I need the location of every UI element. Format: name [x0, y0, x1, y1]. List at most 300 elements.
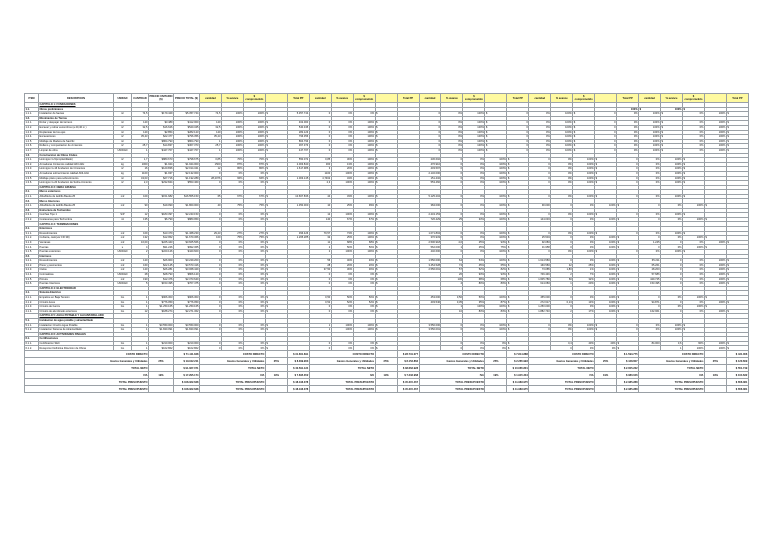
- period-cell[interactable]: 120: [200, 130, 222, 135]
- period-cell[interactable]: 0%: [573, 204, 595, 209]
- period-cell[interactable]: $: [375, 250, 397, 255]
- item-quantity[interactable]: 32,5: [132, 125, 149, 130]
- period-totals-percent[interactable]: [265, 386, 287, 393]
- period-cell[interactable]: 100%: [595, 204, 617, 209]
- period-cell[interactable]: 403.546: [419, 300, 441, 305]
- item-unit-price[interactable]: $22.145: [149, 263, 174, 268]
- period-cell[interactable]: 100%: [221, 121, 243, 126]
- period-cell[interactable]: 1: [200, 139, 222, 144]
- period-cell[interactable]: $: [595, 167, 617, 172]
- period-cell[interactable]: 100%: [353, 250, 375, 255]
- period-cell[interactable]: $: [265, 204, 287, 209]
- period-cell[interactable]: $: [595, 181, 617, 186]
- period-cell[interactable]: $: [375, 148, 397, 153]
- period-cell[interactable]: 0%: [639, 213, 661, 218]
- period-cell[interactable]: 25: [441, 217, 463, 222]
- item-description[interactable]: Moldaje plano para sobrecimiento: [39, 176, 114, 181]
- period-cell[interactable]: 0: [309, 130, 331, 135]
- item-unit[interactable]: GL: [114, 323, 132, 328]
- period-cell[interactable]: 4: [441, 282, 463, 287]
- period-cell[interactable]: $: [726, 112, 748, 117]
- period-cell[interactable]: $: [485, 112, 507, 117]
- period-cell[interactable]: 100%: [661, 176, 683, 181]
- period-cell[interactable]: 56: [309, 259, 331, 264]
- period-cell[interactable]: $: [265, 245, 287, 250]
- period-cell[interactable]: 67%: [243, 194, 265, 199]
- period-cell[interactable]: 0%: [682, 148, 704, 153]
- period-cell[interactable]: 0%: [661, 236, 683, 241]
- period-cell[interactable]: 66%: [221, 176, 243, 181]
- period-cell[interactable]: 25.504: [529, 236, 551, 241]
- item-unit-price[interactable]: $210.000: [149, 341, 174, 346]
- period-cell[interactable]: 52%: [463, 268, 485, 273]
- period-cell[interactable]: 0%: [682, 300, 704, 305]
- period-cell[interactable]: 0%: [529, 130, 551, 135]
- period-cell[interactable]: 0,85: [200, 158, 222, 163]
- period-cell[interactable]: 0%: [573, 245, 595, 250]
- period-cell[interactable]: 46%: [331, 259, 353, 264]
- period-cell[interactable]: 100%: [704, 268, 726, 273]
- item-code[interactable]: 1.2.7.: [25, 148, 39, 153]
- period-cell[interactable]: 4,7462: [309, 176, 331, 181]
- period-cell[interactable]: 0: [200, 268, 222, 273]
- period-cell[interactable]: $: [265, 217, 287, 222]
- period-cell[interactable]: 0%: [331, 305, 353, 310]
- period-cell[interactable]: 100%: [595, 263, 617, 268]
- period-cell[interactable]: 0: [595, 144, 617, 149]
- period-cell[interactable]: 0: [309, 277, 331, 282]
- period-cell[interactable]: $: [375, 194, 397, 199]
- period-cell[interactable]: 30%: [331, 268, 353, 273]
- period-cell[interactable]: 0%: [617, 112, 639, 117]
- period-cell[interactable]: 0%: [639, 250, 661, 255]
- period-cell[interactable]: $: [507, 158, 529, 163]
- period-cell[interactable]: 33%: [463, 217, 485, 222]
- period-cell[interactable]: 100%: [639, 144, 661, 149]
- period-cell[interactable]: 160.583: [529, 263, 551, 268]
- period-cell[interactable]: 0: [309, 282, 331, 287]
- period-cell[interactable]: 100%: [573, 171, 595, 176]
- period-cell[interactable]: $: [661, 121, 683, 126]
- period-cell[interactable]: 100%: [463, 125, 485, 130]
- period-cell[interactable]: 3: [309, 167, 331, 172]
- period-cell[interactable]: 30%: [331, 158, 353, 163]
- period-cell[interactable]: 0: [419, 125, 441, 130]
- item-unit[interactable]: m²: [114, 139, 132, 144]
- item-description[interactable]: Pisos y pavimentos: [39, 263, 114, 268]
- item-unit[interactable]: m³: [114, 167, 132, 172]
- period-cell[interactable]: $: [617, 282, 639, 287]
- period-cell[interactable]: 0: [309, 139, 331, 144]
- item-unit[interactable]: GL: [114, 305, 132, 310]
- period-cell[interactable]: 453.000: [419, 295, 441, 300]
- period-cell[interactable]: 0: [529, 194, 551, 199]
- header-period-3-cantidad[interactable]: cantidad: [419, 94, 441, 103]
- period-cell[interactable]: 476.910: [419, 162, 441, 167]
- period-cell[interactable]: 0%: [441, 144, 463, 149]
- header-period-2-avance[interactable]: % avance: [331, 94, 353, 103]
- period-cell[interactable]: 100%: [595, 295, 617, 300]
- period-cell[interactable]: 0%: [639, 176, 661, 181]
- period-cell[interactable]: 12: [309, 213, 331, 218]
- period-cell[interactable]: 0%: [221, 245, 243, 250]
- period-cell[interactable]: $: [507, 162, 529, 167]
- period-cell[interactable]: 0%: [331, 282, 353, 287]
- item-unit[interactable]: UNIDAD: [114, 148, 132, 153]
- period-cell[interactable]: 1500: [200, 162, 222, 167]
- item-unit-price[interactable]: $906.303: [149, 295, 174, 300]
- item-unit[interactable]: S/P: [114, 213, 132, 218]
- period-cell[interactable]: 35%: [463, 300, 485, 305]
- period-cell[interactable]: 0%: [331, 341, 353, 346]
- period-cell[interactable]: 0: [419, 135, 441, 140]
- period-cell[interactable]: 100%: [485, 236, 507, 241]
- period-cell[interactable]: 0%: [243, 171, 265, 176]
- period-cell[interactable]: 46%: [353, 259, 375, 264]
- period-cell[interactable]: $: [507, 240, 529, 245]
- period-cell[interactable]: $: [265, 130, 287, 135]
- header-period-3-comprometido[interactable]: $ comprometido: [464, 95, 483, 101]
- period-cell[interactable]: 282.123: [287, 130, 309, 135]
- period-cell[interactable]: 75%: [221, 204, 243, 209]
- period-cell[interactable]: 0%: [353, 341, 375, 346]
- period-cell[interactable]: 100%: [573, 167, 595, 172]
- header-descripcion[interactable]: DESCRIPCION: [39, 94, 114, 103]
- period-cell[interactable]: 0: [595, 125, 617, 130]
- item-unit[interactable]: m2: [114, 240, 132, 245]
- item-unit-price[interactable]: $162.862: [149, 346, 174, 351]
- period-cell[interactable]: $: [682, 194, 704, 199]
- period-cell[interactable]: 0%: [243, 259, 265, 264]
- period-cell[interactable]: 100%: [353, 323, 375, 328]
- period-cell[interactable]: $: [507, 213, 529, 218]
- period-cell[interactable]: 553.460: [419, 181, 441, 186]
- item-quantity[interactable]: 4: [132, 245, 149, 250]
- period-cell[interactable]: 0: [507, 125, 529, 130]
- period-cell[interactable]: 0%: [441, 130, 463, 135]
- period-cell[interactable]: $: [375, 282, 397, 287]
- period-cell[interactable]: 0%: [243, 295, 265, 300]
- period-cell[interactable]: 100%: [639, 130, 661, 135]
- period-cell[interactable]: 272.617: [529, 300, 551, 305]
- period-cell[interactable]: 0%: [221, 259, 243, 264]
- totals-percent[interactable]: 25%: [149, 358, 174, 365]
- period-cell[interactable]: 0: [661, 272, 683, 277]
- period-cell[interactable]: $: [265, 139, 287, 144]
- period-cell[interactable]: 0%: [463, 171, 485, 176]
- period-cell[interactable]: 462.000: [287, 121, 309, 126]
- period-cell[interactable]: 0%: [463, 236, 485, 241]
- period-cell[interactable]: 0%: [551, 158, 573, 163]
- period-cell[interactable]: 0%: [551, 167, 573, 172]
- period-cell[interactable]: 0%: [551, 328, 573, 333]
- item-code[interactable]: 1.3.3.: [25, 167, 39, 172]
- item-unit-price[interactable]: $1.250.165: [149, 305, 174, 310]
- item-quantity[interactable]: 160: [132, 263, 149, 268]
- period-cell[interactable]: $: [726, 263, 748, 268]
- period-cell[interactable]: 100%: [485, 171, 507, 176]
- item-unit-price[interactable]: $188.274: [149, 309, 174, 314]
- period-totals-percent[interactable]: [704, 365, 726, 372]
- period-cell[interactable]: 100%: [485, 328, 507, 333]
- period-cell[interactable]: 0%: [485, 346, 507, 351]
- period-cell[interactable]: 562.000: [419, 245, 441, 250]
- period-cell[interactable]: 73.085: [529, 268, 551, 273]
- item-unit-price[interactable]: $776.050: [149, 300, 174, 305]
- period-cell[interactable]: 0%: [243, 282, 265, 287]
- item-unit-price[interactable]: $28.793: [149, 272, 174, 277]
- period-cell[interactable]: 0: [529, 231, 551, 236]
- period-cell[interactable]: $: [375, 204, 397, 209]
- period-cell[interactable]: 2: [551, 272, 573, 277]
- period-cell[interactable]: 0%: [529, 125, 551, 130]
- period-cell[interactable]: 100%: [573, 231, 595, 236]
- item-code[interactable]: 1.3.5.: [25, 176, 39, 181]
- period-cell[interactable]: 0%: [661, 305, 683, 310]
- item-unit[interactable]: m³: [114, 135, 132, 140]
- period-cell[interactable]: 0: [639, 204, 661, 209]
- period-cell[interactable]: 31.958: [529, 245, 551, 250]
- period-cell[interactable]: 0%: [617, 130, 639, 135]
- period-cell[interactable]: 100%: [243, 112, 265, 117]
- item-code[interactable]: 2.3.1.: [25, 213, 39, 218]
- period-cell[interactable]: 0%: [221, 263, 243, 268]
- item-code[interactable]: 2.3.: [25, 208, 39, 213]
- period-cell[interactable]: 65.211: [639, 259, 661, 264]
- period-cell[interactable]: 0%: [551, 171, 573, 176]
- period-cell[interactable]: 0%: [682, 268, 704, 273]
- period-cell[interactable]: 0: [309, 305, 331, 310]
- item-unit-price[interactable]: $16.626: [149, 125, 174, 130]
- period-cell[interactable]: 0%: [441, 112, 463, 117]
- period-cell[interactable]: 100%: [353, 328, 375, 333]
- period-cell[interactable]: 44: [309, 194, 331, 199]
- period-cell[interactable]: 0: [595, 112, 617, 117]
- item-quantity[interactable]: 1: [132, 300, 149, 305]
- item-unit[interactable]: m2: [114, 259, 132, 264]
- header-unidad[interactable]: UNIDAD: [114, 94, 132, 103]
- period-cell[interactable]: 0: [661, 268, 683, 273]
- header-period-4-comprometido[interactable]: $ comprometido: [574, 95, 593, 101]
- period-cell[interactable]: 0: [200, 263, 222, 268]
- period-cell[interactable]: 1.550.000: [419, 259, 441, 264]
- period-cell[interactable]: 1: [551, 282, 573, 287]
- period-cell[interactable]: 0: [419, 148, 441, 153]
- period-cell[interactable]: $: [485, 139, 507, 144]
- period-cell[interactable]: 0%: [221, 250, 243, 255]
- item-unit[interactable]: m³: [114, 158, 132, 163]
- period-cell[interactable]: $: [507, 167, 529, 172]
- period-cell[interactable]: 100%: [661, 158, 683, 163]
- item-quantity[interactable]: 2: [132, 250, 149, 255]
- header-precio-total[interactable]: PRECIO TOTAL ($): [174, 94, 200, 103]
- period-cell[interactable]: 0: [200, 213, 222, 218]
- item-description[interactable]: Movimiento de Tierras: [39, 116, 114, 121]
- item-code[interactable]: 4.1.4.: [25, 309, 39, 314]
- item-unit[interactable]: u: [114, 245, 132, 250]
- item-unit[interactable]: m2: [114, 277, 132, 282]
- item-description[interactable]: CAPITULO 2: OBRA GRUESA: [39, 185, 114, 190]
- item-description[interactable]: CAPITULO 6: ACTIVIDADES FINALES: [39, 332, 114, 337]
- period-cell[interactable]: $: [507, 295, 529, 300]
- period-cell[interactable]: 32%: [573, 277, 595, 282]
- header-period-4-spacer[interactable]: [595, 94, 617, 103]
- period-cell[interactable]: 84.000: [639, 341, 661, 346]
- item-unit-price[interactable]: $225.443: [149, 240, 174, 245]
- period-cell[interactable]: 100%: [661, 250, 683, 255]
- period-cell[interactable]: 75%: [243, 236, 265, 241]
- period-cell[interactable]: $: [265, 272, 287, 277]
- period-cell[interactable]: 100%: [704, 341, 726, 346]
- period-cell[interactable]: 83%: [485, 309, 507, 314]
- period-cell[interactable]: 100%: [353, 231, 375, 236]
- item-code[interactable]: 2.3.2.: [25, 217, 39, 222]
- period-cell[interactable]: $: [375, 240, 397, 245]
- period-cell[interactable]: 100%: [243, 144, 265, 149]
- period-cell[interactable]: 0: [551, 259, 573, 264]
- item-description[interactable]: Moldaje de Madera de Sacrilic: [39, 139, 114, 144]
- period-cell[interactable]: $: [485, 125, 507, 130]
- item-total-price[interactable]: $992.365: [174, 245, 200, 250]
- period-cell[interactable]: 100%: [221, 112, 243, 117]
- item-total-price[interactable]: $2.132.000: [174, 171, 200, 176]
- period-cell[interactable]: $: [375, 176, 397, 181]
- item-quantity[interactable]: 1: [132, 148, 149, 153]
- period-cell[interactable]: 0: [551, 305, 573, 310]
- item-unit-price[interactable]: $19.090: [149, 204, 174, 209]
- period-cell[interactable]: 0: [551, 217, 573, 222]
- item-description[interactable]: Recepcion Definitiva Direccion de Obras: [39, 346, 114, 351]
- period-cell[interactable]: 540.345: [287, 125, 309, 130]
- period-cell[interactable]: 0%: [639, 194, 661, 199]
- period-cell[interactable]: 100%: [704, 112, 726, 117]
- item-quantity[interactable]: 16: [132, 167, 149, 172]
- period-cell[interactable]: $: [704, 217, 726, 222]
- item-description[interactable]: Exteriores: [39, 227, 114, 232]
- period-cell[interactable]: $: [265, 323, 287, 328]
- period-cell[interactable]: 67%: [331, 217, 353, 222]
- period-cell[interactable]: 0%: [221, 323, 243, 328]
- item-total-price[interactable]: $16.555.153: [174, 194, 200, 199]
- period-cell[interactable]: $: [573, 121, 595, 126]
- item-quantity[interactable]: 135: [132, 217, 149, 222]
- period-cell[interactable]: 100%: [704, 240, 726, 245]
- period-cell[interactable]: 0: [595, 139, 617, 144]
- period-cell[interactable]: 0: [595, 148, 617, 153]
- period-cell[interactable]: 0: [529, 328, 551, 333]
- period-cell[interactable]: 0: [661, 309, 683, 314]
- period-cell[interactable]: 2: [309, 250, 331, 255]
- item-total-price[interactable]: $553.460: [174, 181, 200, 186]
- period-cell[interactable]: 52%: [331, 300, 353, 305]
- period-cell[interactable]: 162.961: [639, 309, 661, 314]
- period-totals-percent[interactable]: 19%: [485, 372, 507, 379]
- period-cell[interactable]: 0%: [551, 231, 573, 236]
- period-cell[interactable]: 100%: [353, 181, 375, 186]
- period-cell[interactable]: $: [375, 213, 397, 218]
- period-cell[interactable]: 0%: [221, 217, 243, 222]
- period-cell[interactable]: 0: [639, 217, 661, 222]
- period-cell[interactable]: 100%: [331, 171, 353, 176]
- item-quantity[interactable]: 1: [132, 295, 149, 300]
- period-cell[interactable]: 0: [595, 135, 617, 140]
- period-cell[interactable]: 0: [441, 213, 463, 218]
- item-quantity[interactable]: 1: [132, 346, 149, 351]
- period-cell[interactable]: 1: [309, 328, 331, 333]
- period-cell[interactable]: 0: [529, 213, 551, 218]
- period-cell[interactable]: 130: [441, 277, 463, 282]
- period-cell[interactable]: $: [617, 217, 639, 222]
- period-cell[interactable]: 144.033: [529, 217, 551, 222]
- period-cell[interactable]: 0: [309, 309, 331, 314]
- item-description[interactable]: Interiores: [39, 254, 114, 259]
- period-cell[interactable]: 0: [617, 231, 639, 236]
- period-cell[interactable]: 0: [419, 139, 441, 144]
- period-cell[interactable]: 100%: [353, 144, 375, 149]
- period-cell[interactable]: $: [375, 217, 397, 222]
- item-unit[interactable]: GL: [114, 300, 132, 305]
- period-cell[interactable]: 99%: [353, 204, 375, 209]
- item-unit-price[interactable]: $26.900: [149, 259, 174, 264]
- period-cell[interactable]: 100%: [485, 305, 507, 310]
- period-cell[interactable]: 0%: [595, 346, 617, 351]
- period-cell[interactable]: 100%: [595, 309, 617, 314]
- item-code[interactable]: 3.1.5.: [25, 250, 39, 255]
- period-cell[interactable]: 0: [507, 139, 529, 144]
- period-cell[interactable]: 73%: [331, 231, 353, 236]
- period-cell[interactable]: 0%: [551, 162, 573, 167]
- period-cell[interactable]: 0%: [551, 176, 573, 181]
- item-total-price[interactable]: $864.793: [174, 139, 200, 144]
- period-cell[interactable]: 0%: [485, 341, 507, 346]
- item-description[interactable]: CAPITULO 5: AGUA POTABLE Y ALCANTARILLADO: [39, 314, 114, 319]
- period-cell[interactable]: $: [682, 162, 704, 167]
- period-cell[interactable]: $: [265, 171, 287, 176]
- period-cell[interactable]: 100%: [243, 130, 265, 135]
- period-cell[interactable]: 0%: [331, 272, 353, 277]
- period-cell[interactable]: 0: [529, 167, 551, 172]
- period-cell[interactable]: 1.605.780: [529, 277, 551, 282]
- period-cell[interactable]: 0%: [243, 272, 265, 277]
- period-cell[interactable]: $: [507, 263, 529, 268]
- period-cell[interactable]: 0: [551, 204, 573, 209]
- item-unit-price[interactable]: $1.820.091: [149, 328, 174, 333]
- period-cell[interactable]: 100%: [661, 323, 683, 328]
- period-cell[interactable]: 864.793: [287, 139, 309, 144]
- period-cell[interactable]: 796.356: [287, 135, 309, 140]
- period-cell[interactable]: $: [617, 309, 639, 314]
- period-cell[interactable]: 0,13: [551, 300, 573, 305]
- item-code[interactable]: 6.1.1.: [25, 341, 39, 346]
- item-code[interactable]: 3.2.: [25, 254, 39, 259]
- period-cell[interactable]: $: [595, 328, 617, 333]
- period-cell[interactable]: 0%: [243, 300, 265, 305]
- period-cell[interactable]: 0%: [529, 121, 551, 126]
- item-unit-price[interactable]: $1.937: [149, 171, 174, 176]
- period-cell[interactable]: $: [507, 323, 529, 328]
- period-cell[interactable]: 100%: [704, 300, 726, 305]
- period-cell[interactable]: 1: [441, 245, 463, 250]
- period-cell[interactable]: 0%: [463, 181, 485, 186]
- period-cell[interactable]: 153.495: [639, 282, 661, 287]
- period-cell[interactable]: 93%: [485, 240, 507, 245]
- period-cell[interactable]: 100%: [704, 135, 726, 140]
- period-cell[interactable]: 5.357.744: [287, 112, 309, 117]
- period-cell[interactable]: $: [726, 300, 748, 305]
- item-quantity[interactable]: 25,7: [132, 144, 149, 149]
- header-period-2-spacer[interactable]: [375, 94, 397, 103]
- period-cell[interactable]: $: [661, 144, 683, 149]
